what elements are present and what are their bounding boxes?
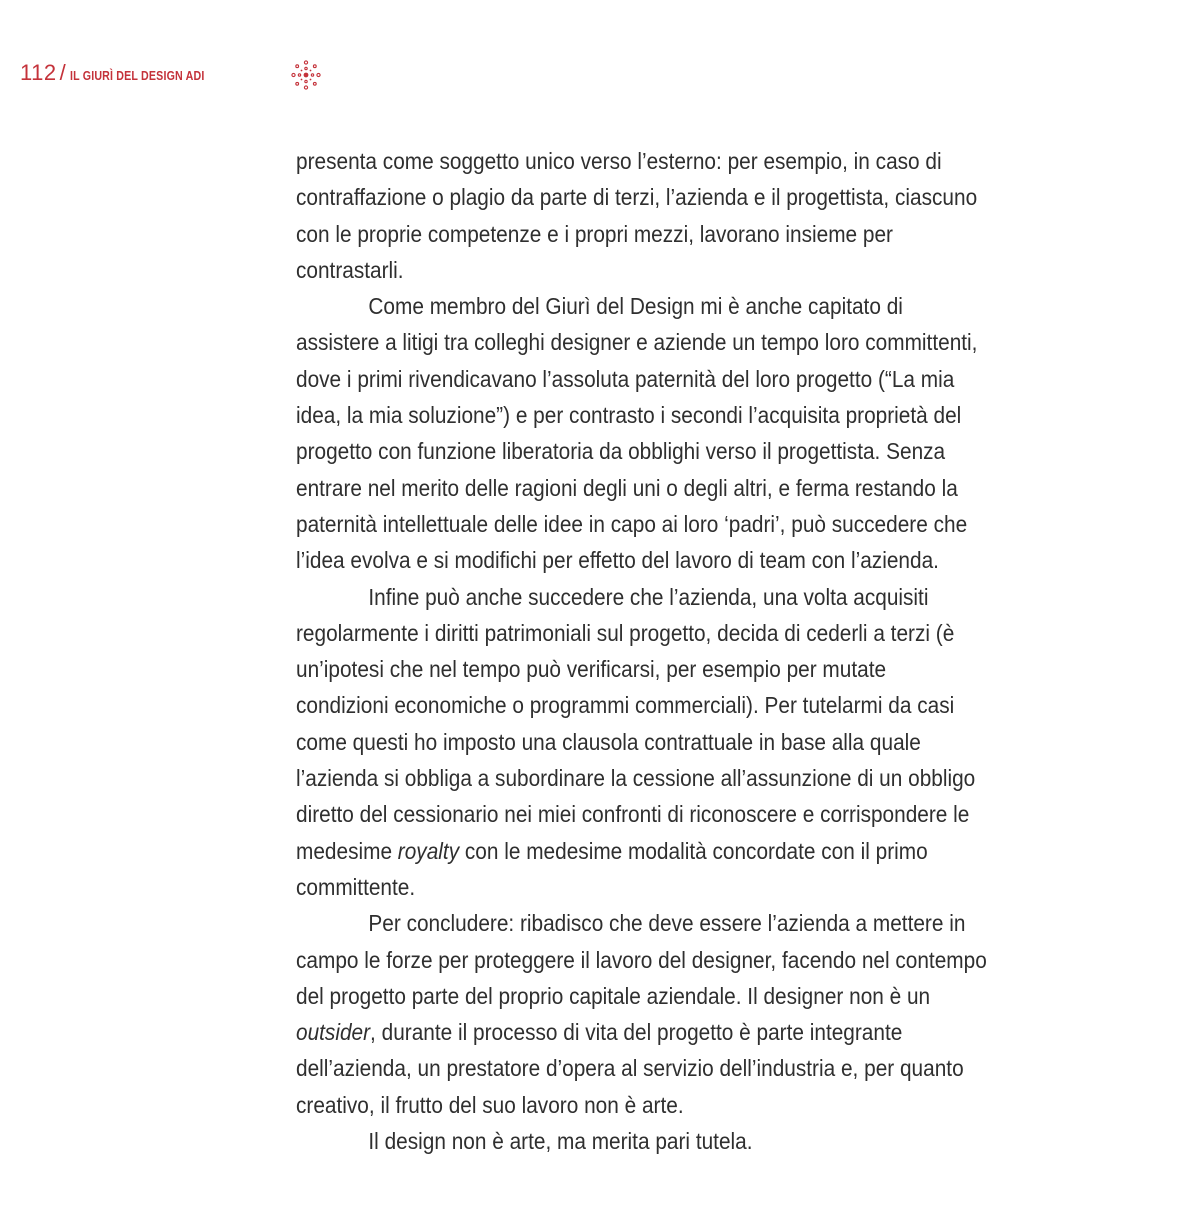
text-line: un’ipotesi che nel tempo può verificarsi, per esempio per mutate	[296, 656, 887, 683]
italic-term-outsider: outsider	[296, 1019, 371, 1046]
text-line: diretto del cessionario nei miei confronti di riconoscere e corrispondere le	[296, 801, 970, 828]
text-fragment: , durante il processo di vita del progetto è parte integrante	[370, 1019, 903, 1046]
text-line: idea, la mia soluzione”) e per contrasto i secondi l’acquisita proprietà del	[296, 402, 962, 429]
text-fragment: medesime	[296, 837, 398, 864]
page-number: 112	[20, 60, 57, 85]
text-line: Infine può anche succedere che l’azienda, una volta acquisiti	[368, 583, 929, 610]
text-line: come questi ho imposto una clausola contrattuale in base alla quale	[296, 728, 921, 755]
text-line: del progetto parte del proprio capitale aziendale. Il designer non è un	[296, 982, 931, 1009]
paragraph-2	[296, 288, 1096, 578]
text-line: entrare nel merito delle ragioni degli uni o degli altri, e ferma restando la	[296, 474, 958, 501]
decorative-star-ornament-icon	[289, 58, 323, 92]
text-line: dell’azienda, un prestatore d’opera al servizio dell’industria e, per quanto	[296, 1055, 964, 1082]
text-line: contraffazione o plagio da parte di terzi, l’azienda e il progettista, ciascuno	[296, 184, 978, 211]
text-line: contrastarli.	[296, 256, 404, 283]
text-line	[296, 1014, 1020, 1050]
running-title: IL GIURÌ DEL DESIGN ADI	[69, 68, 205, 83]
text-line: campo le forze per proteggere il lavoro del designer, facendo nel contempo	[296, 946, 987, 973]
paragraph-5	[296, 1123, 1096, 1159]
text-line: progetto con funzione liberatoria da obblighi verso il progettista. Senza	[296, 438, 946, 465]
text-line: Come membro del Giurì del Design mi è anche capitato di	[368, 293, 903, 320]
text-line: creativo, il frutto del suo lavoro non è arte.	[296, 1091, 684, 1118]
body-text	[296, 143, 1096, 1159]
paragraph-4	[296, 905, 1096, 1123]
paragraph-1	[296, 143, 1096, 288]
text-line: con le proprie competenze e i propri mezzi, lavorano insieme per	[296, 220, 893, 247]
text-line: presenta come soggetto unico verso l’esterno: per esempio, in caso di	[296, 148, 942, 174]
text-fragment: con le medesime modalità concordate con il primo	[459, 837, 928, 864]
text-line: l’idea evolva e si modifichi per effetto del lavoro di team con l’azienda.	[296, 547, 939, 574]
text-line: committente.	[296, 873, 416, 900]
text-line: dove i primi rivendicavano l’assoluta paternità del loro progetto (“La mia	[296, 365, 955, 392]
text-line: Il design non è arte, ma merita pari tutela.	[368, 1128, 753, 1155]
text-line: assistere a litigi tra colleghi designer e aziende un tempo loro committenti,	[296, 329, 978, 356]
text-line	[296, 833, 1020, 869]
text-line: condizioni economiche o programmi commerciali). Per tutelarmi da casi	[296, 692, 955, 719]
text-line: regolarmente i diritti patrimoniali sul progetto, decida di cederli a terzi (è	[296, 619, 955, 646]
running-header	[20, 60, 234, 86]
text-line: l’azienda si obbliga a subordinare la cessione all’assunzione di un obbligo	[296, 765, 976, 792]
paragraph-3	[296, 579, 1096, 906]
italic-term-royalty: royalty	[397, 837, 460, 864]
text-line: Per concludere: ribadisco che deve essere l’azienda a mettere in	[368, 910, 966, 937]
header-separator: /	[59, 60, 66, 85]
text-line: paternità intellettuale delle idee in capo ai loro ‘padri’, può succedere che	[296, 510, 968, 537]
